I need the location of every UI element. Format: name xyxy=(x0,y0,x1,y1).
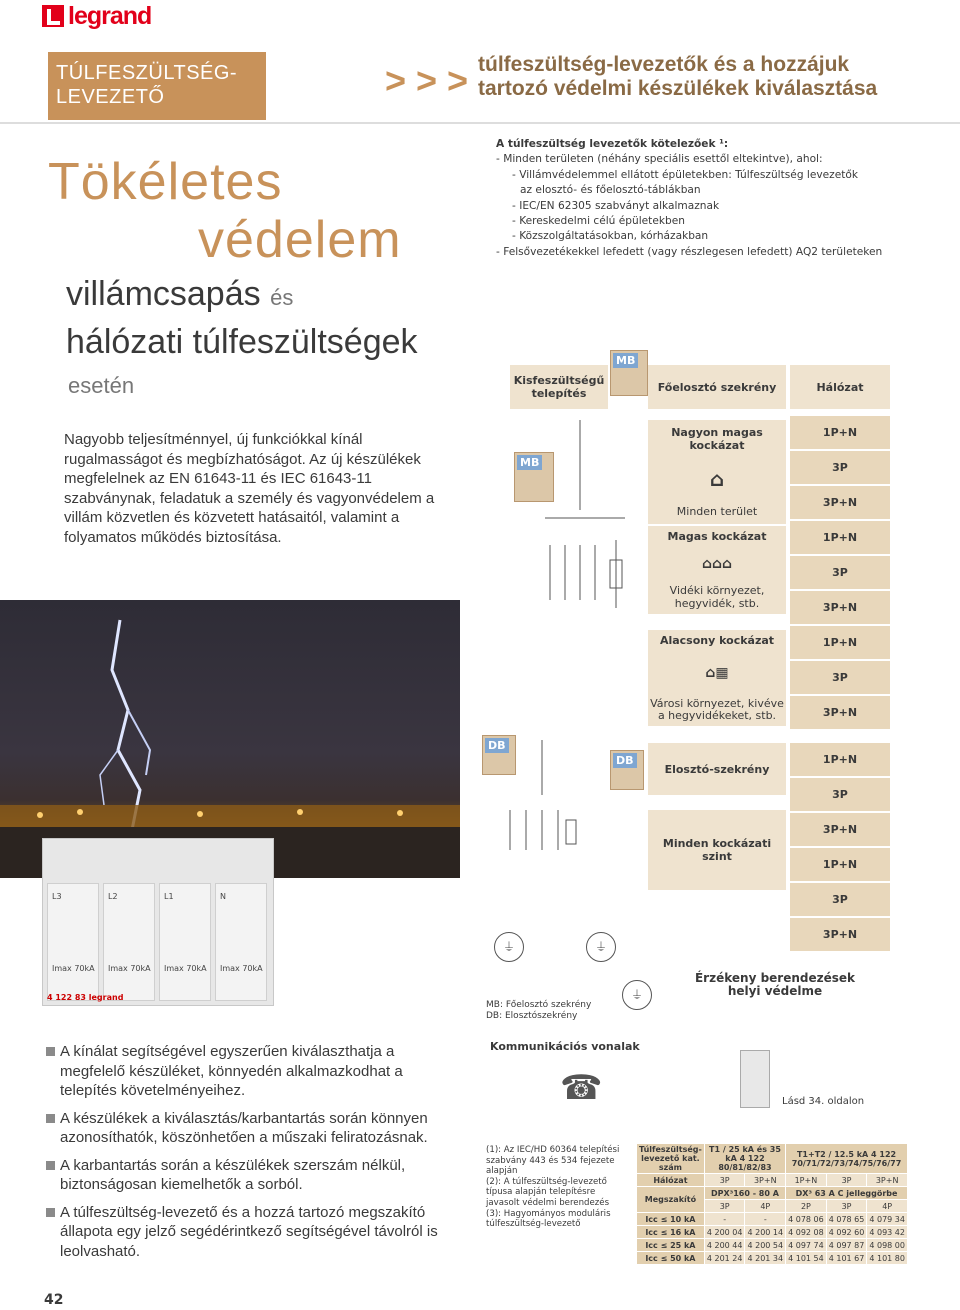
net-option: 3P xyxy=(790,556,890,589)
net-option: 1P+N xyxy=(790,416,890,449)
rural-houses-icon: ⌂⌂⌂ xyxy=(701,555,733,572)
requirement-line: - Felsővezetékekkel lefedett (vagy részlegesen lefedett) AQ2 területeken xyxy=(496,245,883,258)
list-item: A készülékek a kiválasztás/karbantartás során könnyen azonosíthatók, köszönhetően a műszaki feliratozásnak. xyxy=(46,1109,456,1148)
db-panel-icon: DB xyxy=(482,735,516,775)
comm-lines-label: Kommunikációs vonalak xyxy=(490,1040,640,1053)
product-table xyxy=(636,1143,908,1265)
hero-sub-a-suffix: és xyxy=(270,285,294,310)
hero-sub-b: hálózati túlfeszültségek xyxy=(66,323,418,361)
brand-name: legrand xyxy=(68,1,152,30)
device-module: L3 Imax 70kA xyxy=(47,883,99,1001)
requirement-line: - Közszolgáltatásokban, kórházakban xyxy=(512,230,709,243)
device-module: N Imax 70kA xyxy=(215,883,267,1001)
socket-icon: ⏚ xyxy=(586,932,616,962)
main-panel-wiring xyxy=(490,420,650,760)
all-risk: Minden kockázati szint xyxy=(648,810,786,890)
page-title-line1: túlfeszültség-levezetők és a hozzájuk xyxy=(478,53,850,76)
diagram-legend xyxy=(486,1000,591,1022)
risk-high: Magas kockázat ⌂⌂⌂ Vidéki környezet, hegyvidék, stb. xyxy=(648,526,786,614)
risk-low: Alacsony kockázat ⌂▦ Városi környezet, kivéve a hegyvidékeket, stb. xyxy=(648,630,786,726)
legend-mb: MB: Főelosztó szekrény xyxy=(486,1000,592,1010)
net-option: 1P+N xyxy=(790,626,890,659)
page-number: 42 xyxy=(44,1292,64,1308)
net-option: 3P xyxy=(790,883,890,916)
net-option: 1P+N xyxy=(790,848,890,881)
requirement-line: - Villámvédelemmel ellátott épületekben: Túlfeszültség levezetők xyxy=(512,168,859,181)
col-install: Kisfeszültségű telepítés xyxy=(510,365,608,409)
mb-panel-icon: MB xyxy=(514,452,554,502)
table-row: Icc ≤ 16 kA 4 200 04 4 200 14 4 092 08 4 092 60 4 093 42 xyxy=(637,1226,908,1239)
table-row: Megszakító DPX³160 - 80 A DX³ 63 A C jelleggörbe xyxy=(637,1187,908,1200)
table-row: Icc ≤ 50 kA 4 201 24 4 201 34 4 101 54 4 101 67 4 101 80 xyxy=(637,1252,908,1265)
mb-panel-icon: MB xyxy=(610,350,648,396)
header-divider xyxy=(0,122,960,124)
dist-box: Elosztó-szekrény xyxy=(648,743,786,795)
hero-sub-a xyxy=(66,275,293,314)
table-row: Icc ≤ 10 kA - - 4 078 06 4 078 65 4 079 34 xyxy=(637,1213,908,1226)
feature-list xyxy=(46,1042,456,1269)
col-network: Hálózat xyxy=(790,365,890,409)
sensitive-equipment: Érzékeny berendezések helyi védelme xyxy=(694,971,856,998)
legrand-logo-icon xyxy=(42,5,64,27)
net-option: 3P+N xyxy=(790,591,890,624)
net-option: 3P+N xyxy=(790,918,890,951)
socket-icon: ⏚ xyxy=(494,932,524,962)
lightning-photo xyxy=(0,600,460,878)
table-row: Icc ≤ 25 kA 4 200 44 4 200 54 4 097 74 4 097 87 4 098 00 xyxy=(637,1239,908,1252)
net-option: 1P+N xyxy=(790,521,890,554)
hero-title-1: Tökéletes xyxy=(48,153,283,211)
requirement-line: az elosztó- és főelosztó-táblákban xyxy=(520,184,701,197)
page-title-line2: tartozó védelmi készülékek kiválasztása xyxy=(478,77,878,100)
device-code: 4 122 83 legrand xyxy=(47,993,124,1002)
net-option: 3P+N xyxy=(790,486,890,519)
table-row: Hálózat 3P 3P+N 1P+N 3P 3P+N xyxy=(637,1174,908,1187)
net-option: 1P+N xyxy=(790,743,890,776)
list-item: A túlfeszültség-levezető és a hozzá tartozó megszakító állapota egy jelző segédérintkező segítségével távolról is leolvasható. xyxy=(46,1203,456,1262)
socket-icon: ⏚ xyxy=(622,980,652,1010)
net-option: 3P+N xyxy=(790,813,890,846)
hero-title-2: védelem xyxy=(198,211,402,269)
chevron-icons: > > > xyxy=(385,60,469,101)
city-houses-icon: ⌂▦ xyxy=(705,664,729,681)
footnote: (2): A túlfeszültség-levezető típusa alapján telepítésre javasolt védelmi berendezés xyxy=(486,1176,610,1208)
footnote: (3): Hagyományos moduláris túlfeszültség-levezető xyxy=(486,1208,611,1230)
hero-sub-a-text: villámcsapás xyxy=(66,275,261,313)
db-wiring xyxy=(490,740,600,870)
device-module: L2 Imax 70kA xyxy=(103,883,155,1001)
requirements-heading: A túlfeszültség levezetők kötelezőek ¹: xyxy=(496,138,729,150)
requirements-block xyxy=(496,137,946,260)
intro-text: Nagyobb teljesítménnyel, új funkciókkal kínál rugalmasságot és megbízhatóságot. Az új készülékek megfelelnek az EN 61643-11 és IEC 61643-11 szabványnak, feladatuk a személy és vagyonvédelem a villám közvetlen és közvetett hatásaitól, valamint a folyamatos működés biztosítása. xyxy=(64,431,435,546)
section-tag: TÚLFESZÜLTSÉG-LEVEZETŐ xyxy=(48,52,266,120)
telecom-protector-icon xyxy=(740,1050,770,1108)
footnote: (1): Az IEC/HD 60364 telepítési szabvány 443 és 534 fejezete alapján xyxy=(486,1145,620,1177)
footnotes xyxy=(486,1145,626,1230)
fax-phone-icon: ☎ xyxy=(560,1068,603,1108)
legend-db: DB: Elosztószekrény xyxy=(486,1011,578,1021)
surge-arrester-device xyxy=(42,838,274,1006)
net-option: 3P xyxy=(790,451,890,484)
table-row: 3P 4P 2P 3P 4P xyxy=(637,1200,908,1213)
list-item: A kínálat segítségével egyszerűen kiválaszthatja a megfelelő készüléket, könnyedén alkalmazkodhat a telepítés követelményeihez. xyxy=(46,1042,456,1101)
requirement-line: - Kereskedelmi célú épületekben xyxy=(512,215,685,228)
risk-very-high: Nagyon magas kockázat ⌂ Minden terület xyxy=(648,420,786,524)
net-option: 3P xyxy=(790,778,890,811)
lightning-bolt-icon xyxy=(0,600,460,878)
page-title xyxy=(478,53,938,101)
house-icon: ⌂ xyxy=(709,466,725,491)
device-module: L1 Imax 70kA xyxy=(159,883,211,1001)
requirement-line: - IEC/EN 62305 szabványt alkalmaznak xyxy=(512,199,720,212)
net-option: 3P+N xyxy=(790,696,890,729)
list-item: A karbantartás során a készülékek szerszám nélkül, biztonságosan kiemelhetők a sorból. xyxy=(46,1156,456,1195)
see-page-ref: Lásd 34. oldalon xyxy=(782,1096,865,1107)
hero-sub-c: esetén xyxy=(68,373,135,398)
table-row: Túlfeszültség-levezető kat. szám T1 / 25 kA és 35 kA 4 122 80/81/82/83 T1+T2 / 12.5 kA 4 122 70/71/72/73/74/75/76/77 xyxy=(637,1144,908,1174)
requirement-line: - Minden területen (néhány speciális esettől eltekintve), ahol: xyxy=(496,153,823,166)
col-main: Főelosztó szekrény xyxy=(648,365,786,409)
brand-logo xyxy=(42,2,192,30)
net-option: 3P xyxy=(790,661,890,694)
db-panel-icon: DB xyxy=(610,750,644,790)
